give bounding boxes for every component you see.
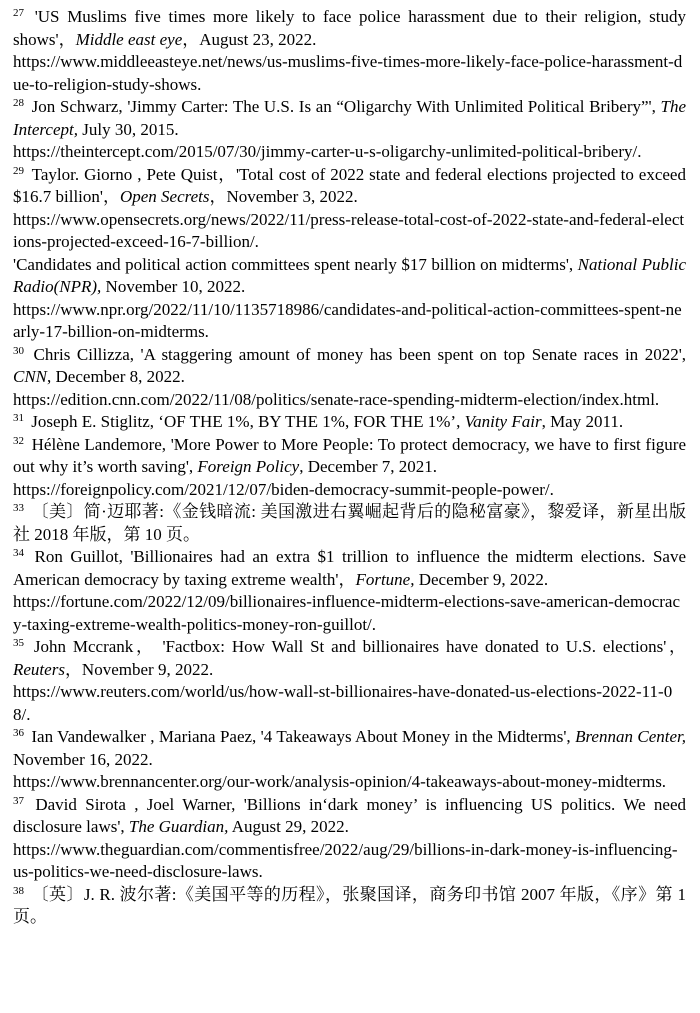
citation-text: https://www.reuters.com/world/us/how-wall-st-billionaires-have-donated-us-elections-2022-11-08/. bbox=[13, 682, 673, 724]
citation-text: Ron Guillot, 'Billionaires had an extra $1 trillion to influence the midterm elections. Save American democracy by taxing extreme wealth'， bbox=[13, 547, 687, 589]
footnote-number: 35 bbox=[13, 637, 24, 649]
footnote-29 bbox=[13, 164, 686, 344]
footnote-url bbox=[13, 51, 686, 96]
source-name: Open Secrets bbox=[119, 187, 210, 206]
footnote-citation bbox=[13, 794, 686, 839]
footnotes-list bbox=[13, 6, 686, 929]
source-name: Fortune, bbox=[355, 569, 415, 589]
citation-text: ，August 23, 2022. bbox=[182, 29, 317, 49]
footnote-number: 38 bbox=[13, 884, 24, 897]
footnote-url bbox=[13, 681, 686, 726]
citation-text: John Mccrank， 'Factbox: How Wall St and billionaires have donated to U.S. elections'， bbox=[33, 637, 686, 656]
citation-text: Chris Cillizza, 'A staggering amount of money has been spent on top Senate races in 2022', bbox=[33, 344, 687, 364]
citation-text: 〔英〕J. R. 波尔著:《美国平等的历程》，张聚国译，商务印书馆 2007 年版，《序》第 1 页。 bbox=[13, 884, 686, 926]
footnote-38 bbox=[13, 884, 686, 929]
citation-text: Taylor. Giorno , Pete Quist，'Total cost of 2022 state and federal elections projected to exceed $16.7 billion'， bbox=[13, 164, 686, 206]
footnote-citation bbox=[13, 726, 686, 771]
citation-text: 〔美〕简·迈耶著:《金钱暗流: 美国激进右翼崛起背后的隐秘富豪》，黎爱译，新星出版社 2018 年版，第 10 页。 bbox=[13, 502, 686, 544]
citation-text: Joseph E. Stiglitz, ‘OF THE 1%, BY THE 1%, FOR THE 1%’, bbox=[31, 412, 465, 431]
footnote-number: 28 bbox=[13, 97, 24, 109]
footnote-url bbox=[13, 299, 686, 344]
footnote-36 bbox=[13, 726, 686, 794]
citation-text: https://foreignpolicy.com/2021/12/07/biden-democracy-summit-people-power/. bbox=[13, 479, 554, 499]
citation-text: , December 8, 2022. bbox=[47, 367, 185, 386]
source-name: Middle east eye bbox=[75, 29, 183, 49]
footnote-number: 32 bbox=[13, 434, 24, 447]
footnote-citation bbox=[13, 884, 686, 929]
footnote-citation bbox=[13, 546, 686, 591]
footnote-35 bbox=[13, 636, 686, 726]
citation-text: ，November 3, 2022. bbox=[209, 187, 358, 206]
footnote-citation bbox=[13, 164, 686, 209]
footnote-url bbox=[13, 479, 686, 502]
footnote-31 bbox=[13, 411, 686, 434]
source-name: The Intercept, bbox=[13, 97, 686, 139]
footnote-32 bbox=[13, 434, 686, 502]
citation-text: David Sirota , Joel Warner, 'Billions in‘dark money’ is influencing US politics. We need disclosure laws', bbox=[13, 794, 687, 836]
footnote-url bbox=[13, 141, 686, 164]
citation-text: 'Candidates and political action committees spent nearly $17 billion on midterms', bbox=[13, 254, 578, 274]
footnote-citation bbox=[13, 501, 686, 546]
footnote-url bbox=[13, 839, 686, 884]
footnote-url bbox=[13, 389, 686, 412]
citation-text: https://www.brennancenter.org/our-work/analysis-opinion/4-takeaways-about-money-midterms. bbox=[13, 772, 667, 791]
citation-text: August 29, 2022. bbox=[228, 817, 349, 836]
footnote-number: 36 bbox=[13, 727, 24, 739]
source-name: Brennan Center, bbox=[575, 727, 686, 746]
footnote-citation bbox=[13, 254, 686, 299]
citation-text: December 9, 2022. bbox=[414, 569, 549, 589]
source-name: Reuters bbox=[13, 659, 65, 679]
footnote-url bbox=[13, 771, 686, 794]
source-name: Vanity Fair bbox=[464, 412, 542, 431]
footnote-url bbox=[13, 591, 686, 636]
footnote-citation bbox=[13, 434, 686, 479]
footnote-33 bbox=[13, 501, 686, 546]
citation-text: November 16, 2022. bbox=[13, 749, 153, 769]
footnote-28 bbox=[13, 96, 686, 164]
footnote-30 bbox=[13, 344, 686, 412]
footnote-citation bbox=[13, 96, 686, 141]
footnote-citation bbox=[13, 411, 686, 434]
citation-text: November 10, 2022. bbox=[101, 277, 246, 296]
source-name: CNN bbox=[13, 367, 48, 386]
footnote-number: 27 bbox=[13, 7, 24, 19]
citation-text: https://fortune.com/2022/12/09/billionaires-influence-midterm-elections-save-american-democracy-taxing-extreme-wealth-politics-money-ron-guillot/. bbox=[13, 592, 681, 634]
footnote-37 bbox=[13, 794, 686, 884]
citation-text: Ian Vandewalker , Mariana Paez, '4 Takeaways About Money in the Midterms', bbox=[31, 727, 576, 746]
footnote-number: 33 bbox=[13, 502, 24, 514]
source-name: Foreign Policy bbox=[197, 457, 300, 476]
citation-text: https://edition.cnn.com/2022/11/08/politics/senate-race-spending-midterm-election/index.html. bbox=[13, 389, 660, 409]
source-name: The Guardian, bbox=[128, 817, 229, 836]
footnote-citation bbox=[13, 636, 686, 681]
footnote-number: 29 bbox=[13, 164, 24, 177]
footnote-number: 30 bbox=[13, 344, 24, 357]
citation-text: https://www.npr.org/2022/11/10/1135718986/candidates-and-political-action-committees-spent-nearly-17-billion-on-midterms. bbox=[13, 299, 682, 341]
footnote-citation bbox=[13, 344, 686, 389]
footnote-number: 34 bbox=[13, 547, 24, 559]
footnote-url bbox=[13, 209, 686, 254]
citation-text: https://www.opensecrets.org/news/2022/11/press-release-total-cost-of-2022-state-and-federal-elections-projected-exceed-16-7-billion/. bbox=[13, 209, 685, 251]
source-name: National Public Radio(NPR), bbox=[13, 254, 686, 296]
citation-text: , December 7, 2021. bbox=[299, 457, 438, 476]
citation-text: Jon Schwarz, 'Jimmy Carter: The U.S. Is an “Oligarchy With Unlimited Political Bribery”', bbox=[31, 97, 661, 116]
citation-text: July 30, 2015. bbox=[77, 119, 179, 139]
footnote-citation bbox=[13, 6, 686, 51]
citation-text: https://theintercept.com/2015/07/30/jimmy-carter-u-s-oligarchy-unlimited-political-bribery/. bbox=[13, 142, 642, 161]
citation-text: 'US Muslims five times more likely to face police harassment due to their religion, study shows'， bbox=[13, 7, 687, 49]
footnote-number: 31 bbox=[13, 412, 24, 424]
footnote-27 bbox=[13, 6, 686, 96]
footnote-number: 37 bbox=[13, 794, 24, 807]
citation-text: Hélène Landemore, 'More Power to More People: To protect democracy, we have to first figure out why it’s worth saving', bbox=[13, 434, 686, 476]
citation-text: ，November 9, 2022. bbox=[64, 659, 214, 679]
citation-text: , May 2011. bbox=[541, 412, 624, 431]
citation-text: https://www.middleeasteye.net/news/us-muslims-five-times-more-likely-face-police-harassment-due-to-religion-study-shows. bbox=[13, 52, 683, 94]
footnote-34 bbox=[13, 546, 686, 636]
citation-text: https://www.theguardian.com/commentisfree/2022/aug/29/billions-in-dark-money-is-influencing-us-politics-we-need-disclosure-laws. bbox=[13, 839, 678, 881]
